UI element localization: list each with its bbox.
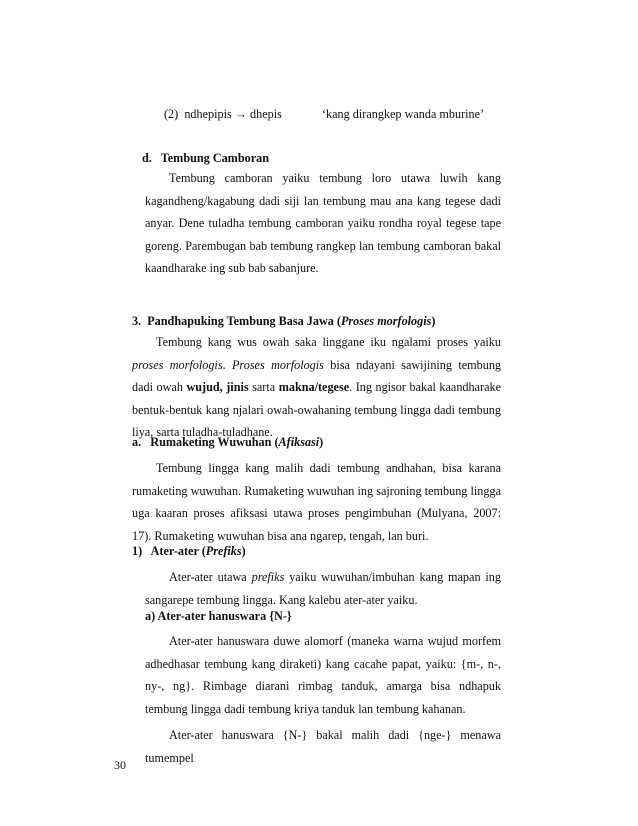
example-gloss: ‘kang dirangkep wanda mburine’ <box>322 107 485 121</box>
heading-rumaketing-wuwuhan: a. Rumaketing Wuwuhan (Afiksasi) <box>132 435 324 449</box>
example-word: ndhepipis <box>184 107 232 121</box>
example-root: dhepis <box>250 107 282 121</box>
page-number: 30 <box>114 758 126 772</box>
heading-tembung-camboran: d. Tembung Camboran <box>142 151 269 165</box>
heading-ater-ater-hanuswara: a) Ater-ater hanuswara {N-} <box>145 609 292 623</box>
arrow-icon: → <box>234 107 247 121</box>
paragraph-ater-ater: Ater-ater utawa prefiks yaiku wuwuhan/imbuhan kang mapan ing sangarepe tembung lingga. Kang kalebu ater-ater yaiku. <box>145 570 501 607</box>
paragraph-tembung-camboran: Tembung camboran yaiku tembung loro utawa luwih kang kagandheng/kagabung dadi siji lan tembung mau ana kang tegese dadi anyar. Dene tuladha tembung camboran yaiku rondha royal tegese tape goreng. Parembugan bab tembung rangkep lan tembung camboran bakal kaandharake ing sub bab sabanjure. <box>145 171 501 275</box>
heading-ater-ater: 1) Ater-ater (Prefiks) <box>132 544 246 558</box>
example-number: (2) <box>164 107 179 121</box>
paragraph-ater-ater-hanuswara-2: Ater-ater hanuswara {N-} bakal malih dadi {nge-} menawa tumempel <box>145 728 501 765</box>
paragraph-ater-ater-hanuswara: Ater-ater hanuswara duwe alomorf (maneka warna wujud morfem adhedhasar tembung kang diraketi) kang cacahe papat, yaiku: {m-, n-, ny-, ng}. Rimbage diarani rimbag tanduk, amarga bisa ndhapuk tembung lingga dadi tembung kriya tanduk lan tembung kahanan. <box>145 634 501 716</box>
paragraph-rumaketing-wuwuhan: Tembung lingga kang malih dadi tembung andhahan, bisa karana rumaketing wuwuhan. Rumaketing wuwuhan ing sajroning tembung lingga uga kaaran proses afiksasi utawa proses pengimbuhan (Mulyana, 2007: 17). Rumaketing wuwuhan bisa ana ngarep, tengah, lan buri. <box>132 461 501 543</box>
paragraph-pandhapuking: Tembung kang wus owah saka linggane iku ngalami proses yaiku proses morfologis. Proses morfologis bisa ndayani sawijining tembung dadi owah wujud, jinis sarta makna/tegese. Ing ngisor bakal kaandharake bentuk-bentuk kang njalari owah-owahaning tembung lingga dadi tembung liya, sarta tuladha-tuladhane. <box>132 335 502 439</box>
heading-pandhapuking: 3. Pandhapuking Tembung Basa Jawa (Proses morfologis) <box>132 314 436 328</box>
